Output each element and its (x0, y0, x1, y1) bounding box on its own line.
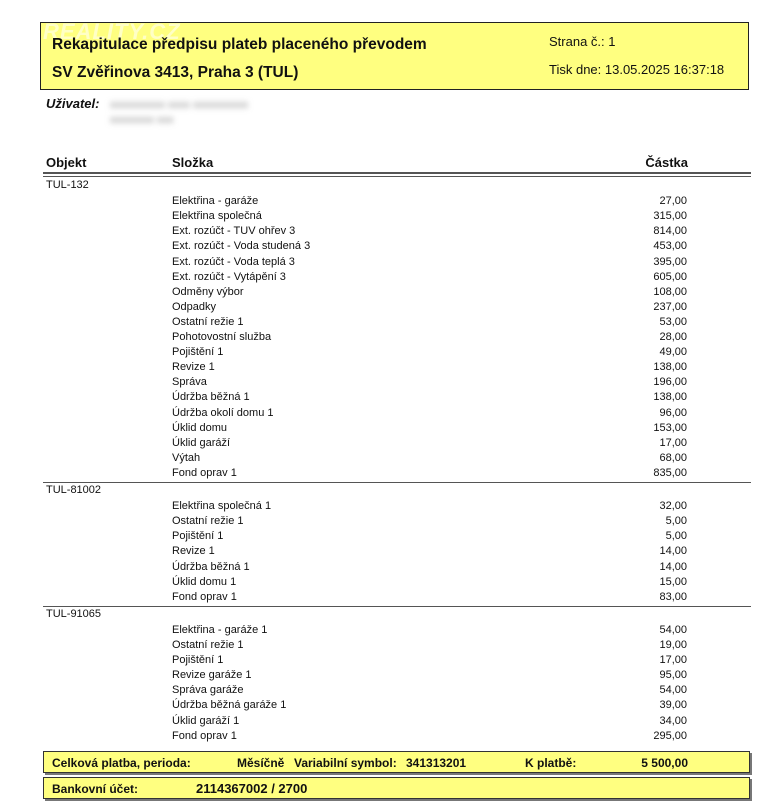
item-amount: 5,00 (665, 515, 687, 528)
item-name: Údržba běžná garáže 1 (172, 699, 287, 712)
item-amount: 14,00 (659, 545, 687, 558)
column-header-objekt: Objekt (46, 155, 87, 170)
item-amount: 27,00 (659, 195, 687, 208)
item-name: Správa (172, 376, 207, 389)
item-name: Revize garáže 1 (172, 669, 252, 682)
item-name: Elektřina - garáže 1 (172, 623, 268, 636)
item-amount: 34,00 (659, 714, 687, 727)
item-amount: 15,00 (659, 575, 687, 588)
report-title: Rekapitulace předpisu plateb placeného převodem (52, 36, 427, 53)
item-name: Úklid domu 1 (172, 575, 237, 588)
item-amount: 95,00 (659, 669, 687, 682)
item-name: Fond oprav 1 (172, 729, 237, 742)
item-amount: 54,00 (659, 684, 687, 697)
item-amount: 237,00 (653, 300, 687, 313)
item-name: Údržba běžná 1 (172, 391, 250, 404)
item-name: Správa garáže (172, 684, 244, 697)
item-amount: 83,00 (659, 590, 687, 603)
item-name: Pohotovostní služba (172, 331, 272, 343)
bank-account-value: 2114367002 / 2700 (196, 781, 308, 796)
column-header-slozka: Složka (172, 155, 214, 170)
item-amount: 295,00 (653, 729, 687, 742)
item-amount: 835,00 (653, 466, 687, 479)
user-value-redacted (110, 98, 305, 128)
report-subtitle: SV Zvěřinova 3413, Praha 3 (TUL) (52, 64, 299, 81)
to-pay-label: K platbě: (525, 756, 577, 770)
total-payment-label: Celková platba, perioda: (52, 756, 191, 770)
watermark: REALITY.CZ (43, 19, 181, 44)
item-amount: 814,00 (653, 225, 687, 238)
period-value: Měsíčně (237, 756, 285, 770)
item-name: Revize 1 (172, 361, 215, 374)
header-double-rule (43, 172, 751, 177)
item-amount: 153,00 (653, 421, 687, 434)
item-name: Elektřina společná (172, 210, 262, 223)
print-date: Tisk dne: 13.05.2025 16:37:18 (549, 62, 725, 77)
object-label: TUL-132 (46, 179, 89, 191)
user-value-line-1: xxxxxxxxxx xxxx xxxxxxxxxx (110, 99, 249, 111)
bank-account-box (43, 777, 750, 799)
item-amount: 453,00 (653, 240, 687, 253)
item-name: Ostatní režie 1 (172, 515, 244, 528)
bank-account-label: Bankovní účet: (52, 782, 139, 796)
item-amount: 96,00 (659, 406, 687, 419)
item-amount: 5,00 (665, 530, 687, 543)
item-amount: 196,00 (653, 376, 687, 389)
item-name: Pojištění 1 (172, 346, 224, 359)
group-separator (43, 606, 751, 607)
user-label: Uživatel: (46, 96, 100, 111)
item-name: Údržba běžná 1 (172, 560, 250, 573)
user-value-line-2: xxxxxxxx xxx (110, 114, 174, 126)
item-name: Pojištění 1 (172, 530, 224, 543)
item-amount: 138,00 (653, 391, 687, 404)
item-amount: 68,00 (659, 451, 687, 464)
variable-symbol-value: 341313201 (406, 756, 467, 770)
item-name: Elektřina - garáže (172, 195, 259, 208)
item-amount: 49,00 (659, 346, 687, 359)
item-amount: 138,00 (653, 361, 687, 374)
item-amount: 17,00 (659, 654, 687, 667)
item-amount: 395,00 (653, 255, 687, 268)
item-amount: 39,00 (659, 699, 687, 712)
item-name: Ext. rozúčt - Voda teplá 3 (172, 255, 295, 268)
page-number: Strana č.: 1 (549, 34, 616, 49)
object-label: TUL-81002 (46, 484, 102, 496)
item-amount: 19,00 (659, 639, 687, 651)
item-name: Fond oprav 1 (172, 590, 237, 603)
group-separator (43, 482, 751, 483)
item-name: Fond oprav 1 (172, 466, 237, 479)
item-name: Úklid domu (172, 421, 228, 434)
item-name: Odměny výbor (172, 285, 244, 298)
item-name: Odpadky (172, 300, 217, 313)
report-header (40, 19, 749, 90)
item-amount: 28,00 (659, 331, 687, 343)
to-pay-value: 5 500,00 (641, 756, 688, 770)
item-name: Ostatní režie 1 (172, 639, 244, 651)
item-amount: 14,00 (659, 560, 687, 573)
item-amount: 315,00 (653, 210, 687, 223)
item-amount: 53,00 (659, 315, 687, 328)
item-amount: 108,00 (653, 285, 687, 298)
item-name: Pojištění 1 (172, 654, 224, 667)
item-amount: 605,00 (653, 270, 687, 283)
object-label: TUL-91065 (46, 607, 102, 620)
item-name: Elektřina společná 1 (172, 500, 272, 513)
item-name: Výtah (172, 451, 201, 464)
item-amount: 17,00 (659, 436, 687, 449)
item-name: Údržba okolí domu 1 (172, 406, 274, 419)
item-name: Ext. rozúčt - TUV ohřev 3 (172, 225, 296, 238)
item-name: Revize 1 (172, 545, 215, 558)
item-amount: 32,00 (659, 500, 687, 513)
item-name: Úklid garáží 1 (172, 714, 240, 727)
variable-symbol-label: Variabilní symbol: (294, 756, 397, 770)
item-name: Ext. rozúčt - Voda studená 3 (172, 240, 311, 253)
item-amount: 54,00 (659, 623, 687, 636)
item-name: Úklid garáží (172, 436, 231, 449)
total-payment-box (43, 751, 750, 773)
item-name: Ext. rozúčt - Vytápění 3 (172, 270, 286, 283)
item-name: Ostatní režie 1 (172, 315, 244, 328)
column-header-castka: Částka (645, 155, 688, 170)
